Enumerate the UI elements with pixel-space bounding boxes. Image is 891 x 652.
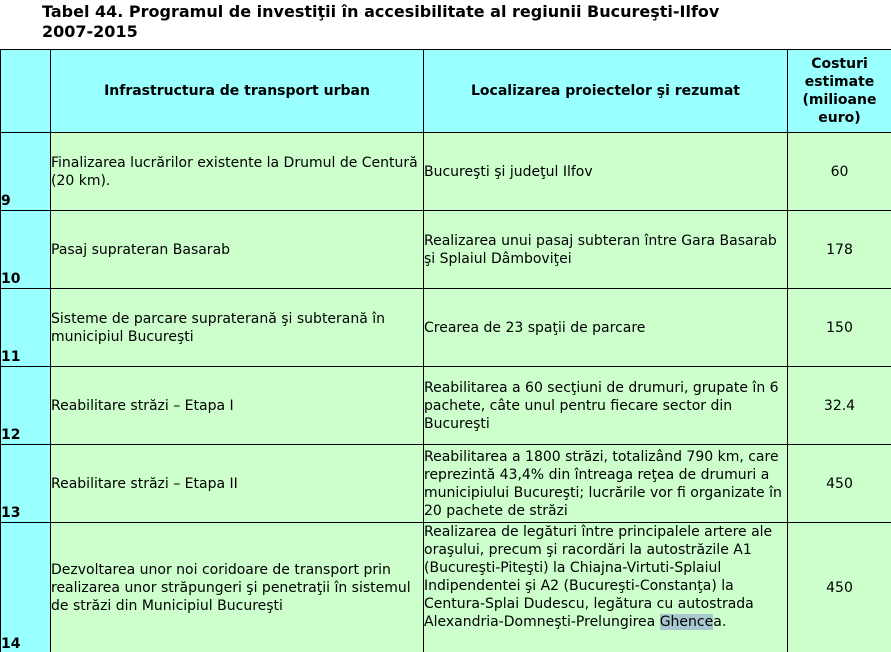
header-cost-line4: euro) <box>818 110 861 126</box>
row-cost: 450 <box>788 445 891 523</box>
table-row <box>1 289 891 367</box>
investment-table <box>0 49 891 652</box>
row-location: Reabilitarea a 1800 străzi, totalizând 790 km, care reprezintă 43,4% din întreaga reţea de drumuri a municipiului Bucureşti; lucrările vor fi organizate în 20 pachete de străzi <box>424 445 788 523</box>
row-infrastructure: Finalizarea lucrărilor existente la Drumul de Centură (20 km). <box>51 133 424 211</box>
row-location: Crearea de 23 spaţii de parcare <box>424 289 788 367</box>
row-cost: 178 <box>788 211 891 289</box>
row-number: 9 <box>1 133 51 211</box>
table-row <box>1 523 891 652</box>
row-location: Realizarea unui pasaj subteran între Gara Basarab şi Splaiul Dâmboviţei <box>424 211 788 289</box>
row-infrastructure: Dezvoltarea unor noi coridoare de transport prin realizarea unor străpungeri şi penetraţii în sistemul de străzi din Municipiul Bucureşti <box>51 523 424 652</box>
header-cost <box>788 50 891 133</box>
header-location: Localizarea proiectelor şi rezumat <box>424 50 788 133</box>
table-title-line1: Tabel 44. Programul de investiţii în accesibilitate al regiunii Bucureşti-Ilfov <box>42 2 720 21</box>
row-infrastructure: Sisteme de parcare supraterană şi subterană în municipiul Bucureşti <box>51 289 424 367</box>
row-number: 13 <box>1 445 51 523</box>
table-row <box>1 367 891 445</box>
row-infrastructure: Pasaj suprateran Basarab <box>51 211 424 289</box>
row-cost: 32.4 <box>788 367 891 445</box>
table-row <box>1 133 891 211</box>
row-cost: 150 <box>788 289 891 367</box>
row-cost: 60 <box>788 133 891 211</box>
row-location: Bucureşti şi judeţul Ilfov <box>424 133 788 211</box>
row-cost: 450 <box>788 523 891 652</box>
table-row <box>1 445 891 523</box>
highlighted-text: Ghence <box>659 614 714 630</box>
header-cost-line2: estimate <box>804 74 875 90</box>
table-title <box>42 2 882 42</box>
row-number: 11 <box>1 289 51 367</box>
row-infrastructure: Reabilitare străzi – Etapa II <box>51 445 424 523</box>
table-title-line2: 2007-2015 <box>42 22 138 41</box>
header-cost-line3: (milioane <box>802 92 877 108</box>
row-number: 12 <box>1 367 51 445</box>
header-cost-line1: Costuri <box>811 56 868 72</box>
row-number: 14 <box>1 523 51 652</box>
row-location-text-end: a. <box>713 614 727 630</box>
row-location: Reabilitarea a 60 secţiuni de drumuri, grupate în 6 pachete, câte unul pentru fiecare sector din Bucureşti <box>424 367 788 445</box>
row-location-text: Realizarea de legături între principalele artere ale oraşului, precum şi racordări la autostrăzile A1 (Bucureşti-Piteşti) la Chiajna-Virtuti-Splaiul Indipendentei şi A2 (Bucureşti-Constanţa) la Centura-Splai Dudescu, legătura cu autostrada Alexandria-Domneşti-Prelungirea <box>424 524 773 630</box>
row-number: 10 <box>1 211 51 289</box>
row-infrastructure: Reabilitare străzi – Etapa I <box>51 367 424 445</box>
header-number <box>1 50 51 133</box>
table-row <box>1 211 891 289</box>
table-header-row <box>1 50 891 133</box>
row-location <box>424 523 788 652</box>
header-infrastructure: Infrastructura de transport urban <box>51 50 424 133</box>
